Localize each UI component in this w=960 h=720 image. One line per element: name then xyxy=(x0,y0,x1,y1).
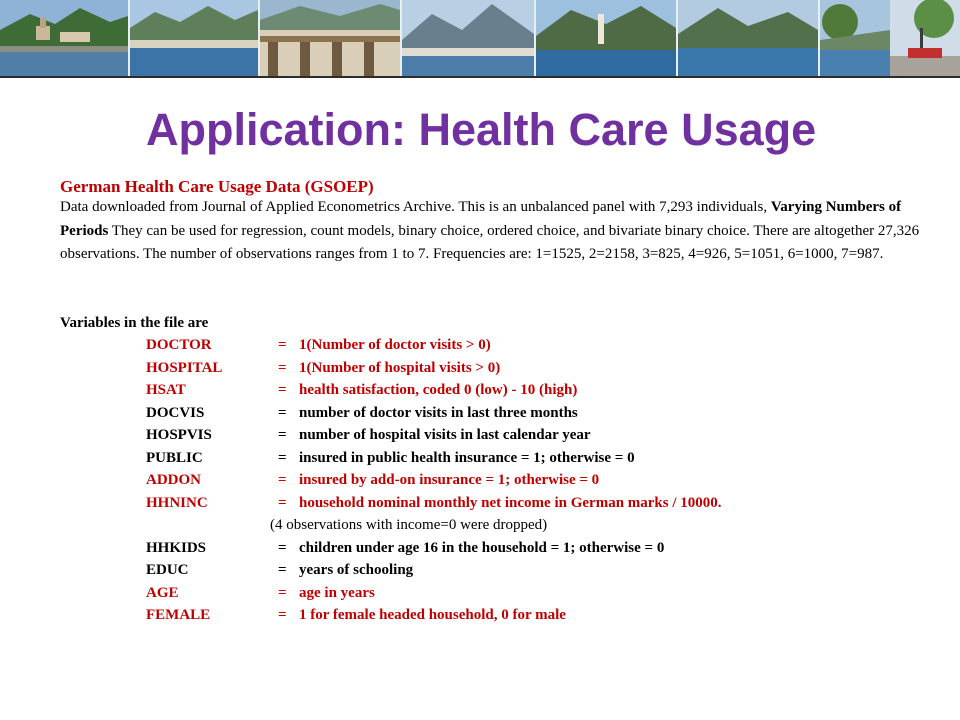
variable-name: DOCVIS xyxy=(146,404,205,421)
description-bold-text: Varying Numbers of Periods xyxy=(60,199,902,239)
variable-name: EDUC xyxy=(146,562,189,578)
dataset-subtitle: German Health Care Usage Data (GSOEP) xyxy=(60,177,374,196)
variable-equals: = xyxy=(278,584,287,601)
variable-description: 1(Number of hospital visits > 0) xyxy=(299,359,501,376)
variable-equals: = xyxy=(278,449,287,466)
variable-description: age in years xyxy=(299,584,375,601)
description-text-2: They can be used for regression, count models, binary choice, ordered choice, and bivariate binary choice. There are altogether 27,326 observations. The number of observations ranges from 1 to 7. Frequencies are: 1=1525, 2=2158, 3=825, 4=926, 5=1051, 6=1000, 7=987. xyxy=(60,222,920,262)
variable-equals: = xyxy=(278,607,287,623)
promenade-bench-photo xyxy=(890,0,960,76)
slide-title: Application: Health Care Usage xyxy=(146,104,817,155)
variable-equals: = xyxy=(278,472,287,488)
variable-description: 1 for female headed household, 0 for male xyxy=(299,607,566,623)
city-mountain-photo xyxy=(402,0,534,76)
variable-description: household nominal monthly net income in German marks / 10000. xyxy=(299,494,722,511)
variable-description: children under age 16 in the household = 1; otherwise = 0 xyxy=(299,539,665,556)
variable-name: HSAT xyxy=(146,382,186,398)
lake-city-panorama-photo xyxy=(130,0,258,76)
variable-equals: = xyxy=(278,382,287,398)
banner-divider xyxy=(0,76,960,78)
variable-name: PUBLIC xyxy=(146,449,203,466)
variable-description: years of schooling xyxy=(299,562,414,578)
variable-name: ADDON xyxy=(146,472,201,488)
mountain-lake-photo xyxy=(678,0,818,76)
lakeside-arcade-photo xyxy=(260,0,400,76)
variable-equals: = xyxy=(278,359,287,376)
variable-description: health satisfaction, coded 0 (low) - 10 (high) xyxy=(299,382,578,398)
description-text-1: Data downloaded from Journal of Applied Econometrics Archive. This is an unbalanced panel with 7,293 individuals, xyxy=(60,199,771,215)
variable-equals: = xyxy=(278,494,287,511)
variable-name: FEMALE xyxy=(146,607,211,623)
lakeside-castle-photo xyxy=(0,0,128,76)
variable-description: 1(Number of doctor visits > 0) xyxy=(299,337,491,353)
variable-description: insured in public health insurance = 1; otherwise = 0 xyxy=(299,449,635,466)
variable-equals: = xyxy=(278,337,287,353)
variable-description: number of doctor visits in last three months xyxy=(299,404,578,421)
lake-shore-photo xyxy=(820,0,890,76)
variable-name: HHNINC xyxy=(146,494,208,511)
variable-description: number of hospital visits in last calendar year xyxy=(299,427,591,443)
variable-name: HOSPVIS xyxy=(146,427,212,443)
dataset-description xyxy=(60,196,930,267)
variables-heading: Variables in the file are xyxy=(60,315,209,331)
variable-equals: = xyxy=(278,562,287,578)
waterfront-tower-photo xyxy=(536,0,676,76)
variable-name: AGE xyxy=(146,584,179,601)
variable-equals: = xyxy=(278,404,287,421)
variable-name: HOSPITAL xyxy=(146,359,223,376)
variable-description: insured by add-on insurance = 1; otherwise = 0 xyxy=(299,472,600,488)
photo-banner xyxy=(0,0,960,78)
variable-equals: = xyxy=(278,427,287,443)
variable-name: HHKIDS xyxy=(146,539,207,556)
variable-name: DOCTOR xyxy=(146,337,212,353)
income-note: (4 observations with income=0 were dropped) xyxy=(270,517,548,533)
variable-equals: = xyxy=(278,539,287,556)
